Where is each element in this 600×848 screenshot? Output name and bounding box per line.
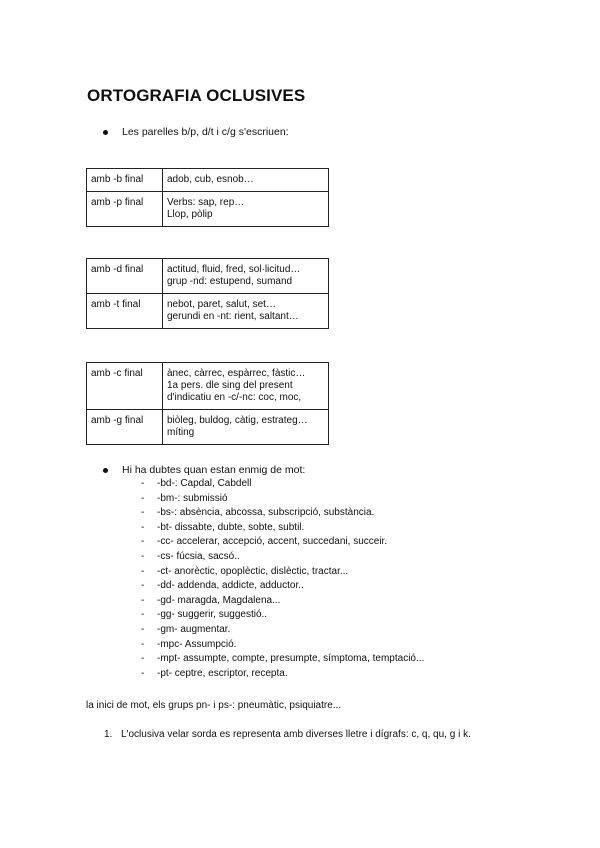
table-value-line: ànec, càrrec, espàrrec, fàstic… xyxy=(167,368,306,379)
list-item xyxy=(141,477,424,492)
table-value-line: Llop, pòlip xyxy=(167,209,213,220)
list-item-text: -mpc- Assumpció. xyxy=(157,638,237,650)
list-item-text: -bt- dissabte, dubte, sobte, subtil. xyxy=(157,521,305,533)
numbered-item-number: 1. xyxy=(104,729,113,740)
table-value-line: 1a pers. dle sing del present xyxy=(167,380,293,391)
list-item-text: -cc- accelerar, accepció, accent, succedani, succeir. xyxy=(157,536,388,548)
table-row xyxy=(87,259,329,294)
list-item-text: -dd- addenda, addicte, adductor.. xyxy=(157,580,304,592)
table-key-cell: amb -d final xyxy=(87,259,163,294)
table-row xyxy=(87,363,329,410)
numbered-item-text: L'oclusiva velar sorda es representa amb diverses lletre i dígrafs: c, q, qu, g i k. xyxy=(121,729,471,740)
list-item-text: -bd-: Capdal, Cabdell xyxy=(157,478,252,489)
doubts-bullet-text: Hi ha dubtes quan estan enmig de mot: xyxy=(122,464,306,476)
table-value-cell xyxy=(163,169,329,192)
dash-marker: - xyxy=(141,623,145,635)
table-value-line: míting xyxy=(167,427,195,438)
list-item xyxy=(141,667,424,682)
table-b-p xyxy=(86,168,329,227)
list-item xyxy=(141,506,424,521)
list-item xyxy=(141,565,424,580)
table-value-cell xyxy=(163,259,329,294)
list-item xyxy=(141,535,424,550)
table-key-cell: amb -p final xyxy=(87,192,163,227)
bullet-icon xyxy=(103,130,108,135)
table-value-line: actitud, fluid, fred, sol·licitud… xyxy=(167,264,301,275)
dash-marker: - xyxy=(141,536,145,548)
dash-marker: - xyxy=(141,521,145,533)
list-item xyxy=(141,638,424,653)
bullet-icon xyxy=(103,468,108,473)
table-row xyxy=(87,192,329,227)
dash-marker: - xyxy=(141,667,145,679)
list-item-text: -gd- maragda, Magdalena... xyxy=(157,594,281,606)
table-row xyxy=(87,410,329,445)
list-item-text: -bs-: absència, abcossa, subscripció, substància. xyxy=(157,507,375,519)
dash-marker: - xyxy=(141,594,145,606)
table-value-line: biòleg, buldog, càtig, estrateg… xyxy=(167,415,308,426)
table-d-t xyxy=(86,258,329,329)
dash-marker: - xyxy=(141,638,145,650)
table-value-line: Verbs: sap, rep… xyxy=(167,197,245,208)
paragraph-initial-groups: la inici de mot, els grups pn- i ps-: pneumàtic, psiquiatre... xyxy=(86,700,342,711)
table-key-cell: amb -b final xyxy=(87,169,163,192)
table-value-cell xyxy=(163,294,329,329)
table-key-cell: amb -c final xyxy=(87,363,163,410)
table-value-line: grup -nd: estupend, sumand xyxy=(167,276,293,287)
list-item xyxy=(141,652,424,667)
list-item-text: -bm-: submissió xyxy=(157,492,228,504)
table-value-cell xyxy=(163,410,329,445)
list-item xyxy=(141,594,424,609)
table-key-cell: amb -g final xyxy=(87,410,163,445)
table-c-g xyxy=(86,362,329,445)
dash-marker: - xyxy=(141,565,145,577)
doubt-list xyxy=(141,477,424,681)
dash-marker: - xyxy=(141,492,145,504)
table-value-line: adob, cub, esnob… xyxy=(167,174,254,185)
list-item-text: -cs- fúcsia, sacsó.. xyxy=(157,550,240,562)
list-item xyxy=(141,623,424,638)
dash-marker: - xyxy=(141,478,145,489)
table-value-line: d'indicatiu en -c/-nc: coc, moc, xyxy=(167,392,302,403)
intro-bullet-text: Les parelles b/p, d/t i c/g s'escriuen: xyxy=(122,126,289,138)
table-row xyxy=(87,294,329,329)
list-item-text: -pt- ceptre, escriptor, recepta. xyxy=(157,667,288,679)
dash-marker: - xyxy=(141,609,145,621)
list-item xyxy=(141,550,424,565)
dash-marker: - xyxy=(141,507,145,519)
dash-marker: - xyxy=(141,653,145,665)
table-value-line: nebot, paret, salut, set… xyxy=(167,299,276,310)
list-item-text: -ct- anorèctic, opoplèctic, dislèctic, tractar... xyxy=(157,565,349,577)
page-title: ORTOGRAFIA OCLUSIVES xyxy=(87,86,306,105)
list-item xyxy=(141,608,424,623)
table-value-cell xyxy=(163,363,329,410)
table-row xyxy=(87,169,329,192)
list-item-text: -mpt- assumpte, compte, presumpte, símptoma, temptació... xyxy=(157,653,425,665)
table-key-cell: amb -t final xyxy=(87,294,163,329)
table-value-cell xyxy=(163,192,329,227)
list-item-text: -gg- suggerir, suggestió.. xyxy=(157,609,268,621)
list-item-text: -gm- augmentar. xyxy=(157,623,231,635)
list-item xyxy=(141,492,424,507)
dash-marker: - xyxy=(141,550,145,562)
table-value-line: gerundi en -nt: rient, saltant… xyxy=(167,311,299,322)
dash-marker: - xyxy=(141,580,145,592)
list-item xyxy=(141,521,424,536)
list-item xyxy=(141,579,424,594)
